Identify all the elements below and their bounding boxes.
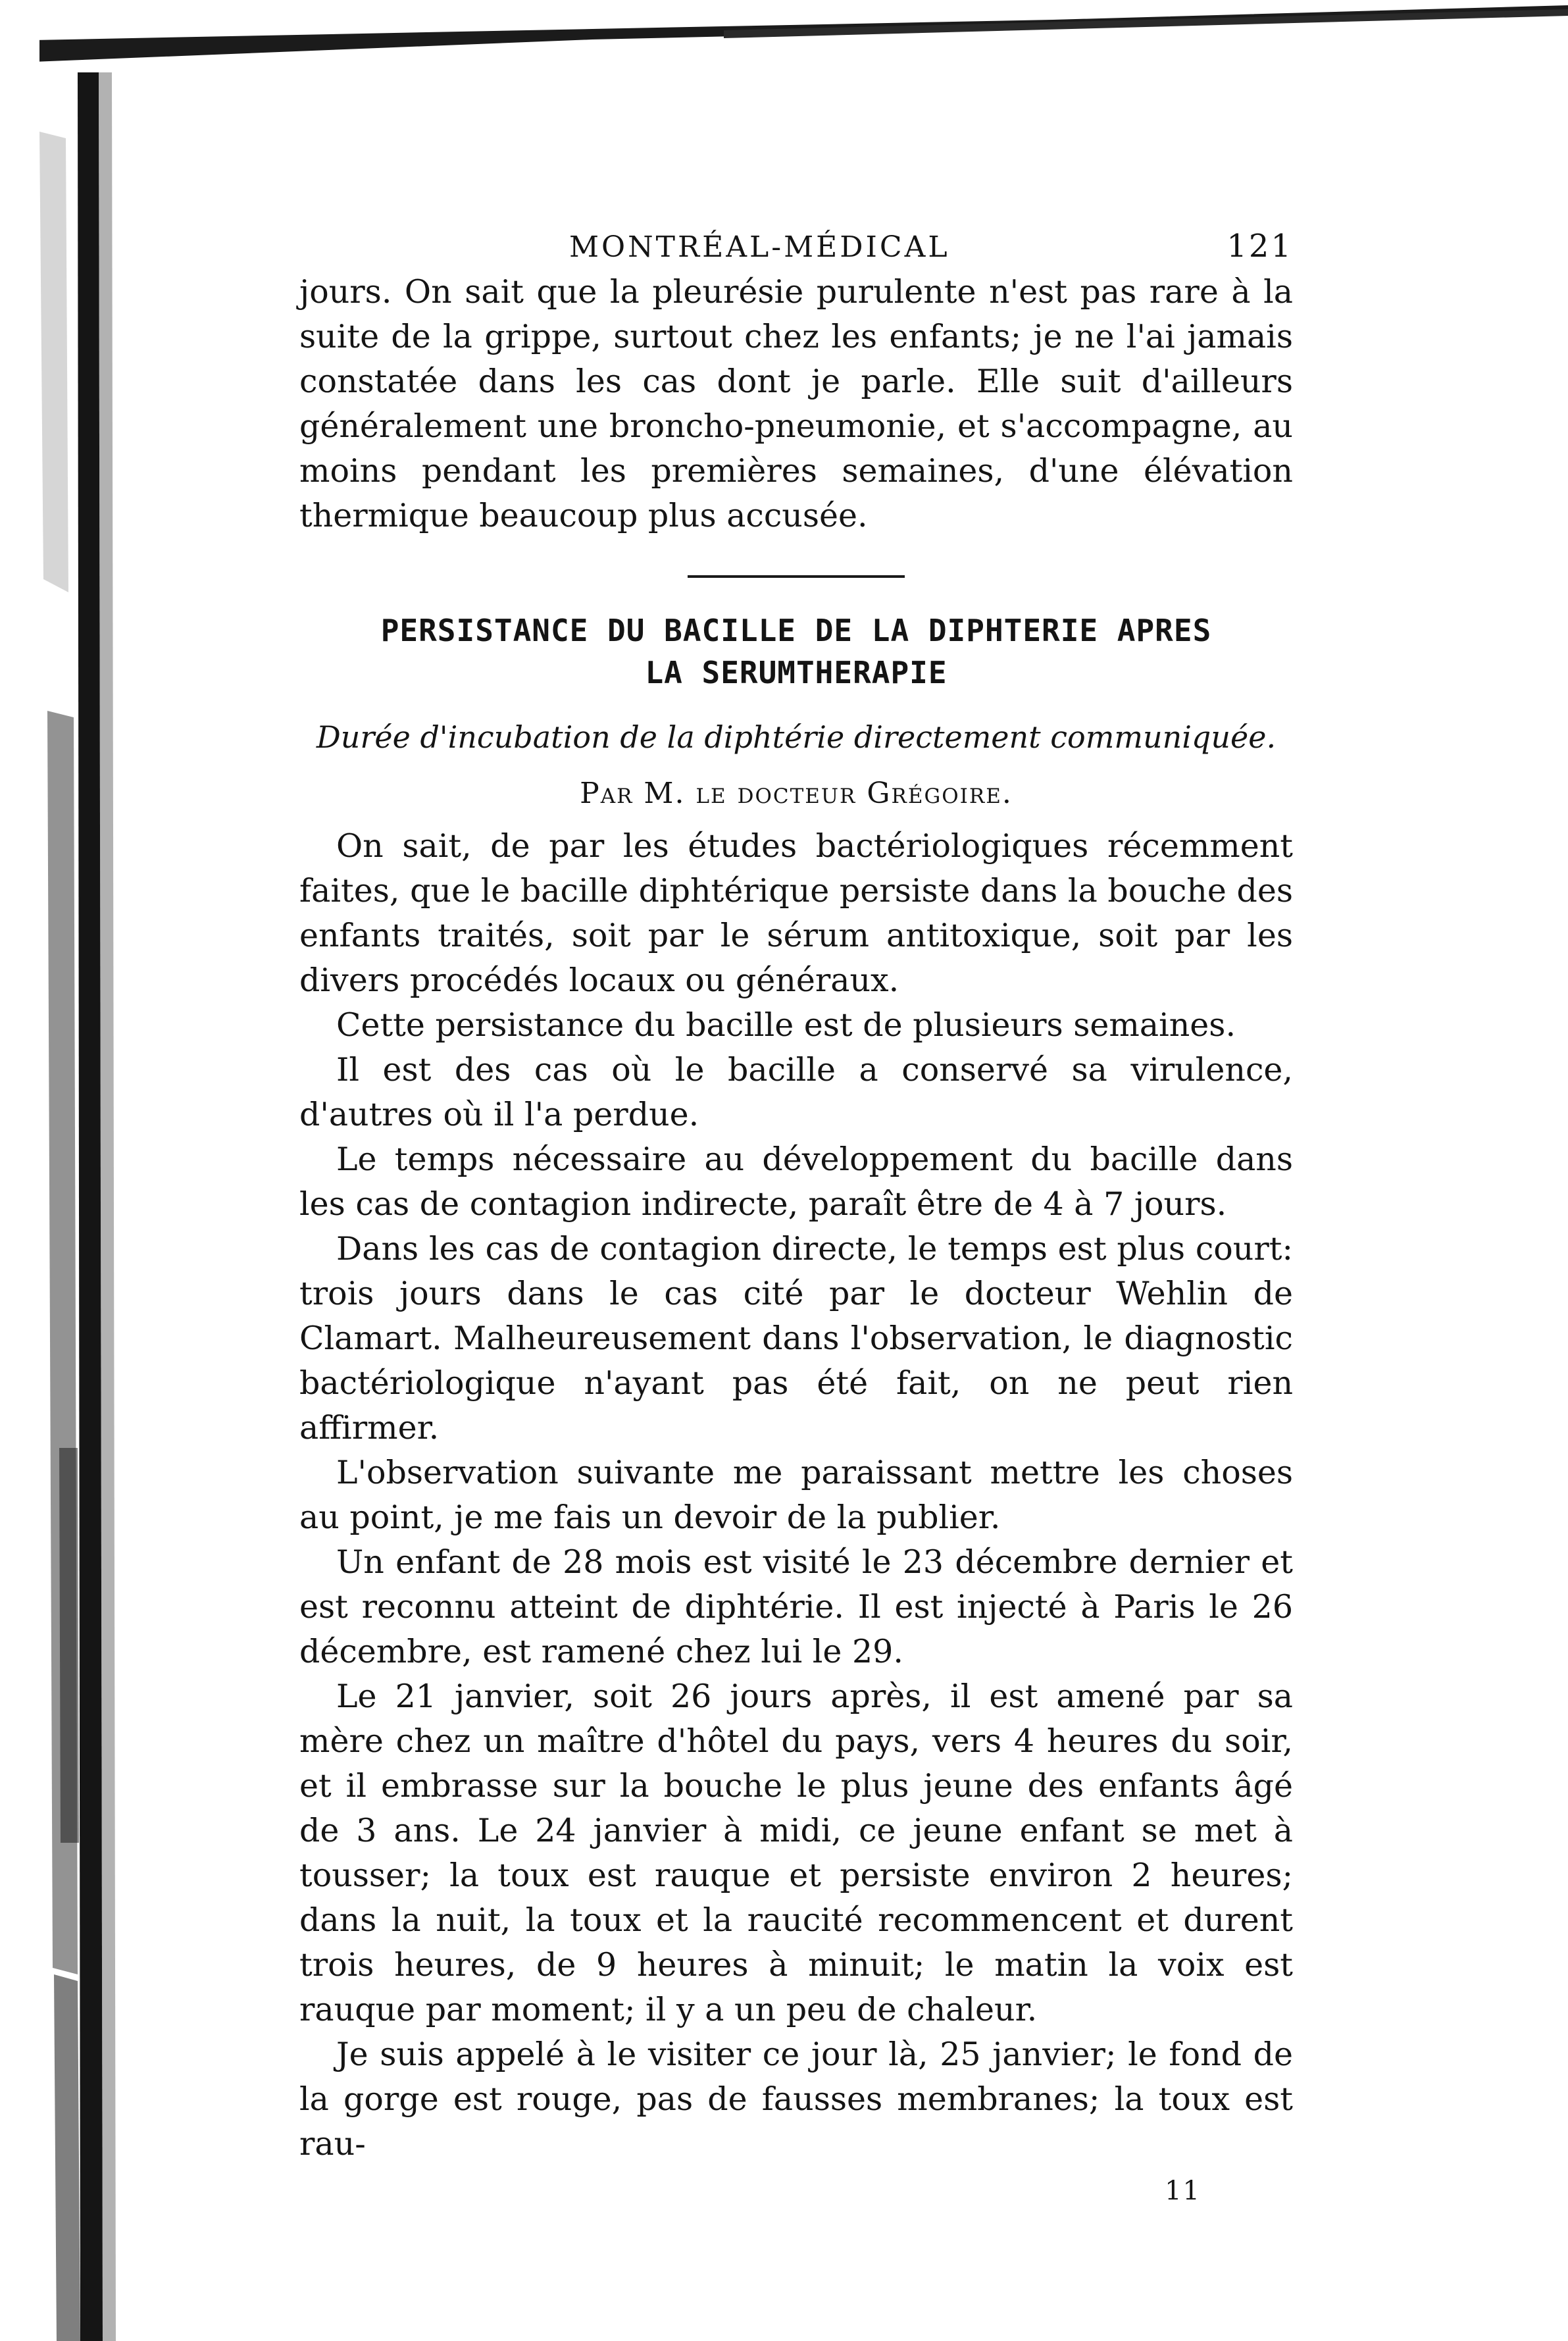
running-head [299, 224, 1293, 270]
body-paragraph: Il est des cas où le bacille a conservé sa virulence, d'autres où il l'a perdue. [299, 1051, 1293, 1133]
body-paragraph: Je suis appelé à le visiter ce jour là, 25 janvier; le fond de la gorge est rouge, pas de fausses membranes; la toux est rau- [299, 2036, 1293, 2163]
body-paragraph: Le temps nécessaire au développement du bacille dans les cas de contagion indirecte, paraît être de 4 à 7 jours. [299, 1141, 1293, 1223]
page-number: 121 [1227, 228, 1293, 265]
body-paragraph: On sait, de par les études bactériologiques récemment faites, que le bacille diphtérique persiste dans la bouche des enfants traités, soit par le sérum antitoxique, soit par les divers procédés locaux ou généraux. [299, 827, 1293, 999]
journal-title: MONTRÉAL-MÉDICAL [569, 230, 950, 264]
body-paragraph: Un enfant de 28 mois est visité le 23 décembre dernier et est reconnu atteint de diphtérie. Il est injecté à Paris le 26 décembre, est ramené chez lui le 29. [299, 1543, 1293, 1670]
body-paragraph: Cette persistance du bacille est de plusieurs semaines. [336, 1006, 1236, 1044]
article-byline: Par M. le docteur Grégoire. [580, 777, 1013, 810]
article-title [299, 609, 1293, 694]
body-paragraph: Le 21 janvier, soit 26 jours après, il est amené par sa mère chez un maître d'hôtel du pays, vers 4 heures du soir, et il embrasse sur la bouche le plus jeune des enfants âgé de 3 ans. Le 24 janvier à midi, ce jeune enfant se met à tousser; la toux est rauque et persiste environ 2 heures; dans la nuit, la toux et la raucité recommencent et durent trois heures, de 9 heures à minuit; le matin la voix est rauque par moment; il y a un peu de chaleur. [299, 1678, 1293, 2028]
signature-mark: 11 [1165, 2176, 1201, 2206]
previous-article-end [299, 270, 1293, 538]
article-title-line: PERSISTANCE DU BACILLE DE LA DIPHTERIE APRES [380, 613, 1212, 648]
journal-page [299, 224, 1293, 2206]
article-title-line: LA SERUMTHERAPIE [645, 655, 948, 690]
body-paragraph: L'observation suivante me paraissant mettre les choses au point, je me fais un devoir de la publier. [299, 1454, 1293, 1536]
continuation-paragraph: jours. On sait que la pleurésie purulente n'est pas rare à la suite de la grippe, surtout chez les enfants; je ne l'ai jamais constatée dans les cas dont je parle. Elle suit d'ailleurs généralement une broncho-pneumonie, et s'accompagne, au moins pendant les premières semaines, d'une élévation thermique beaucoup plus accusée. [299, 273, 1293, 534]
article-subtitle: Durée d'incubation de la diphtérie directement communiquée. [316, 719, 1277, 755]
article-body [299, 824, 1293, 2167]
section-divider [688, 575, 905, 578]
body-paragraph: Dans les cas de contagion directe, le temps est plus court: trois jours dans le cas cité par le docteur Wehlin de Clamart. Malheureusement dans l'observation, le diagnostic bactériologique n'ayant pas été fait, on ne peut rien affirmer. [299, 1230, 1293, 1447]
